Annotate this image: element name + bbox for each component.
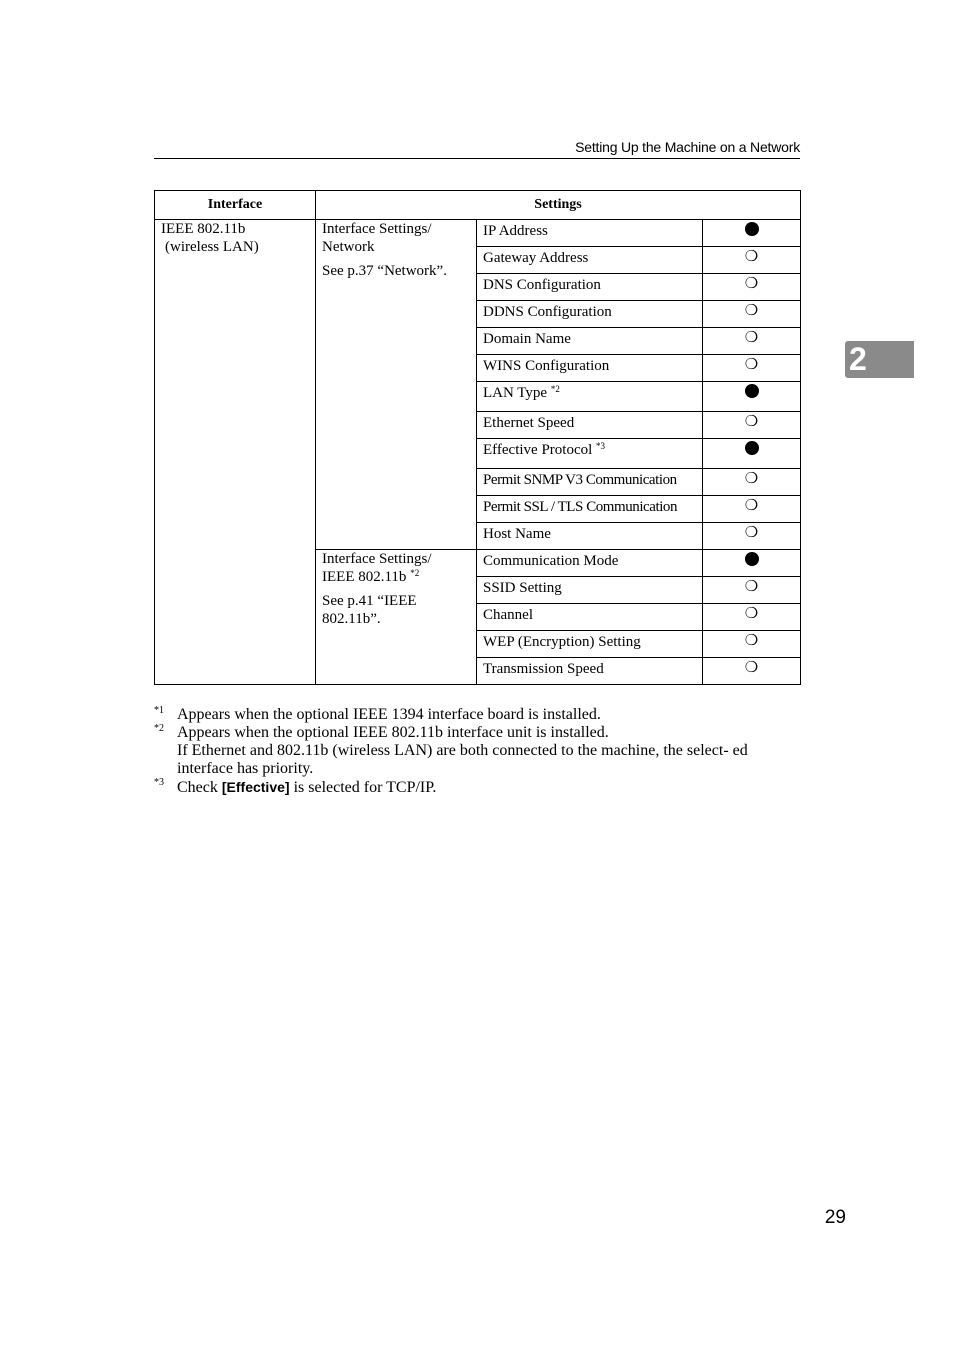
setting-item: IP Address	[477, 220, 703, 247]
availability-cell	[703, 247, 801, 274]
open-circle-icon: ❍	[744, 249, 759, 265]
open-circle-icon: ❍	[744, 606, 759, 622]
header-interface: Interface	[155, 191, 316, 220]
open-circle-icon: ❍	[744, 357, 759, 373]
setting-item: Communication Mode	[477, 550, 703, 577]
setting-item: Effective Protocol $^{*3}$	[477, 439, 703, 469]
availability-cell	[703, 328, 801, 355]
filled-circle-icon	[745, 222, 759, 236]
footnote-3	[154, 778, 800, 797]
group-reference-line2: 802.11b”.	[322, 611, 381, 627]
footnotes	[154, 706, 800, 797]
footnote-2	[154, 724, 800, 778]
group-title-line2: Network	[322, 239, 375, 255]
running-header: Setting Up the Machine on a Network	[575, 139, 800, 155]
open-circle-icon: ❍	[744, 303, 759, 319]
setting-item: SSID Setting	[477, 577, 703, 604]
footnote-text: Appears when the optional IEEE 1394 interface board is installed.	[177, 706, 601, 723]
footnote-text-continued: If Ethernet and 802.11b (wireless LAN) are both connected to the machine, the select- ed interface has priority.	[177, 742, 748, 777]
availability-cell	[703, 523, 801, 550]
group-reference-line1: See p.41 “IEEE	[322, 593, 417, 609]
table-row	[155, 220, 801, 247]
header-settings: Settings	[316, 191, 801, 220]
page-number: 29	[824, 1207, 846, 1228]
table-header-row	[155, 191, 801, 220]
availability-cell	[703, 631, 801, 658]
header-rule	[154, 158, 800, 159]
group-reference: See p.37 “Network”.	[322, 263, 447, 279]
availability-cell	[703, 220, 801, 247]
setting-item: WEP (Encryption) Setting	[477, 631, 703, 658]
footnote-ref: *2	[410, 568, 420, 578]
footnote-marker: *3	[154, 777, 164, 788]
availability-cell	[703, 658, 801, 685]
ui-label-effective: [Effective]	[221, 779, 290, 795]
interface-cell	[155, 220, 316, 685]
setting-item: Permit SNMP V3 Communication	[477, 469, 703, 496]
open-circle-icon: ❍	[744, 276, 759, 292]
availability-cell	[703, 412, 801, 439]
availability-cell	[703, 274, 801, 301]
group-network	[316, 220, 477, 550]
setting-item: Domain Name	[477, 328, 703, 355]
footnote-ref: *2	[550, 384, 560, 394]
chapter-tab	[845, 341, 914, 378]
setting-item: Transmission Speed	[477, 658, 703, 685]
availability-cell	[703, 469, 801, 496]
availability-cell	[703, 604, 801, 631]
filled-circle-icon	[745, 552, 759, 566]
group-title-line1: Interface Settings/	[322, 221, 432, 237]
group-title-line1: Interface Settings/	[322, 551, 432, 567]
group-ieee80211b	[316, 550, 477, 685]
open-circle-icon: ❍	[744, 471, 759, 487]
availability-cell	[703, 301, 801, 328]
availability-cell	[703, 496, 801, 523]
footnote-marker: *2	[154, 723, 164, 734]
footnote-text-after: is selected for TCP/IP.	[293, 779, 437, 796]
filled-circle-icon	[745, 441, 759, 455]
open-circle-icon: ❍	[744, 633, 759, 649]
footnote-1	[154, 706, 800, 724]
setting-item: Permit SSL / TLS Communication	[477, 496, 703, 523]
setting-item: Channel	[477, 604, 703, 631]
setting-item: Ethernet Speed	[477, 412, 703, 439]
interface-sub: (wireless LAN)	[165, 239, 259, 255]
group-title-line2: IEEE 802.11b $^{*2}$	[322, 568, 420, 585]
open-circle-icon: ❍	[744, 330, 759, 346]
setting-item: Gateway Address	[477, 247, 703, 274]
open-circle-icon: ❍	[744, 579, 759, 595]
setting-item: Host Name	[477, 523, 703, 550]
interface-name: IEEE 802.11b	[161, 221, 246, 237]
setting-item: LAN Type $^{*2}$	[477, 382, 703, 412]
settings-table	[154, 190, 801, 685]
open-circle-icon: ❍	[744, 660, 759, 676]
open-circle-icon: ❍	[744, 414, 759, 430]
setting-item: DDNS Configuration	[477, 301, 703, 328]
open-circle-icon: ❍	[744, 525, 759, 541]
footnote-text: Appears when the optional IEEE 802.11b interface unit is installed.	[177, 724, 609, 741]
footnote-marker: *1	[154, 705, 164, 716]
availability-cell	[703, 355, 801, 382]
availability-cell	[703, 439, 801, 469]
filled-circle-icon	[745, 384, 759, 398]
availability-cell	[703, 577, 801, 604]
footnote-text-before: Check	[177, 779, 218, 796]
availability-cell	[703, 382, 801, 412]
setting-item: DNS Configuration	[477, 274, 703, 301]
open-circle-icon: ❍	[744, 498, 759, 514]
setting-item: WINS Configuration	[477, 355, 703, 382]
chapter-number: 2	[849, 341, 867, 377]
footnote-ref: *3	[596, 441, 606, 451]
availability-cell	[703, 550, 801, 577]
